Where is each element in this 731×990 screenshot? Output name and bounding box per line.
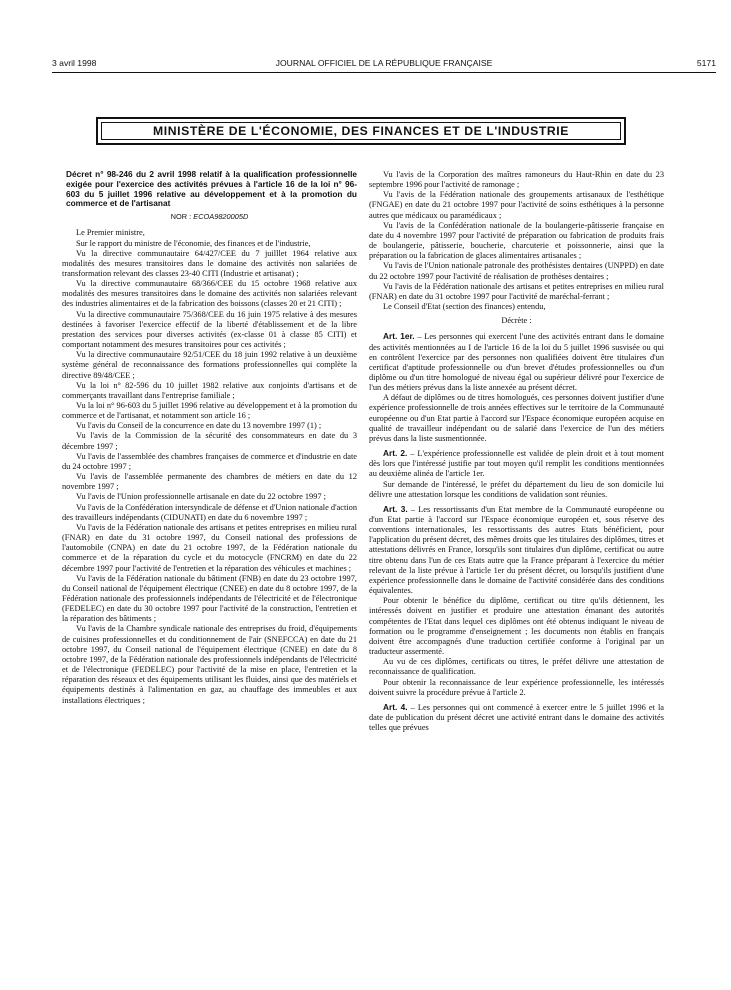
header-rule <box>52 72 716 73</box>
visa-paragraph: Vu l'avis du Conseil de la concurrence en date du 13 novembre 1997 (1) ; <box>76 421 322 431</box>
visa-paragraph: Vu l'avis de la Fédération nationale du bâtiment (FNB) en date du 23 octobre 1997, du Conseil national de l'équipement électrique (CNEE) en date du 8 octobre 1997, de la Fédération nationale des professionnels indépendants de l'électricité et de l'électronique (FEDELEC) en date du 30 octobre 1997 pour l'activité de la construction, l'entretien et la réparation des bâtiments ; <box>62 573 357 624</box>
article-paragraph <box>369 448 664 479</box>
right-column <box>369 170 664 733</box>
ministry-banner <box>96 117 626 145</box>
article-text: – L'expérience professionnelle est validée de plein droit et à tout moment dès lors que l'intéressé justifie par tout moyen qu'il remplit les conditions mentionnées au deuxième alinéa de l'article 1er. <box>369 449 664 479</box>
nor-code: ECOA9820005D <box>193 212 249 222</box>
visa-paragraph: Vu l'avis de la Fédération nationale des artisans et petites entreprises en milieu rural (FNAR) en date du 31 octobre 1997 pour l'activité de maréchal-ferrant ; <box>369 281 664 301</box>
visa-paragraph: Vu l'avis de la Confédération nationale de la boulangerie-pâtisserie française en date du 4 novembre 1997 pour l'activité de préparation ou fabrication de produits frais de boulangerie, pâtisserie, boucherie, charcuterie et poissonnerie, ainsi que la préparation ou la fabrication de glaces alimentaires artisanales ; <box>369 220 664 261</box>
article-paragraph <box>369 504 664 596</box>
visa-paragraph: Vu l'avis de l'Union professionnelle artisanale en date du 22 octobre 1997 ; <box>76 492 326 502</box>
decree-title: Décret n° 98-246 du 2 avril 1998 relatif à la qualification professionnelle exigée pour l'exercice des activités prévues à l'article 16 de la loi n° 96-603 du 5 juillet 1996 relative au développement et à la promotion du commerce et de l'artisanat <box>66 169 357 209</box>
article-label: Art. 2. <box>383 448 408 459</box>
article-paragraph <box>369 702 664 733</box>
left-column <box>62 170 357 706</box>
visa-paragraph: Vu la loi n° 82-596 du 10 juillet 1982 relative aux conjoints d'artisans et de commerçants travaillant dans l'entreprise familiale ; <box>62 380 357 400</box>
visa-paragraph: Vu l'avis de la Chambre syndicale nationale des entreprises du froid, d'équipements de cuisines professionnelles et du conditionnement de l'air (SNEFCCA) en date du 21 octobre 1997, du Conseil national de l'équipement électrique (CNEE) en date du 8 octobre 1997, de la Fédération nationale des professionnels indépendants de l'électricité et de l'électronique (FEDELEC) pour l'activité de la mise en place, l'entretien et la réparation des réseaux et des équipements utilisant les fluides, ainsi que des matériels et équipements destinés à l'alimentation en gaz, au chauffage des immeubles et aux installations électriques ; <box>62 624 357 705</box>
visa-paragraph: Vu l'avis de la Corporation des maîtres ramoneurs du Haut-Rhin en date du 23 septembre 1996 pour l'activité de ramonage ; <box>369 170 664 190</box>
visa-paragraph: Vu l'avis de l'Union nationale patronale des prothésistes dentaires (UNPPD) en date du 22 octobre 1997 pour l'activité de réalisation de prothèses dentaires ; <box>369 261 664 281</box>
left-visa-list <box>62 228 357 705</box>
article-paragraph: Pour obtenir la reconnaissance de leur expérience professionnelle, les intéressés doivent suivre la procédure prévue à l'article 2. <box>369 677 664 697</box>
visa-paragraph: Vu l'avis de l'assemblée des chambres françaises de commerce et d'industrie en date du 24 octobre 1997 ; <box>62 451 357 471</box>
visa-paragraph: Vu la directive communautaire 64/427/CEE du 7 juilllet 1964 relative aux modalités des mesures transitoires dans le domaine des activités non salariées de transformation relevant des classes 23-40 CITI (Industrie et artisanat) ; <box>62 248 357 278</box>
article-label: Art. 4. <box>383 701 408 712</box>
visa-paragraph: Vu la loi n° 96-603 du 5 juillet 1996 relative au développement et à la promotion du commerce et de l'artisanat, et notamment son article 16 ; <box>62 401 357 421</box>
visa-paragraph: Vu la directive communautaire 75/368/CEE du 16 juin 1975 relative à des mesures destinées à favoriser l'exercice effectif de la liberté d'établissement et de la libre prestation des services pour diverses activités (ex-classe 01 à classe 85 CITI) et comportant notamment des mesures transitoires pour ces activités ; <box>62 309 357 350</box>
article-text: – Les personnes qui ont commencé à exercer entre le 5 juillet 1996 et la date de publication du présent décret une activité entrant dans le domaine des activités telles que prévues <box>369 702 665 733</box>
journal-name: JOURNAL OFFICIEL DE LA RÉPUBLIQUE FRANÇAISE <box>275 58 493 68</box>
visa-paragraph: Le Conseil d'Etat (section des finances) entendu, <box>383 302 546 312</box>
visa-paragraph: Vu l'avis de la Commission de la sécurité des consommateurs en date du 3 décembre 1997 ; <box>62 431 357 451</box>
nor-reference <box>62 212 357 222</box>
article-paragraph: Sur demande de l'intéressé, le préfet du département du lieu de son domicile lui délivre une attestation lorsque les conditions de validation sont réunies. <box>369 479 664 499</box>
article-paragraph: Pour obtenir le bénéfice du diplôme, certificat ou titre qu'ils détiennent, les intéressés doivent en justifier et produire une attestation émanant des autorités compétentes de l'Etat dans lequel ces diplômes ont été obtenus indiquant le niveau de formation ou le programme d'enseignement ; les documents non établis en français doivent être accompagnés d'une traduction certifiée conforme à l'original par un traducteur assermenté. <box>369 596 664 657</box>
article-text: – Les personnes qui exercent l'une des activités entrant dans le domaine des activités mentionnées au I de l'article 16 de la loi du 5 juillet 1996 susvisée ou qui en contrôlent l'exercice par des personnes non qualifiées doivent être titulaires d'un certificat d'aptitude professionnelle ou d'un brevet d'études professionnelles ou d'un diplôme ou d'un titre homologué de niveau égal ou supérieur délivré pour l'exercice de l'un des métiers prévus dans la liste annexée au présent décret. <box>369 332 664 393</box>
article-paragraph: A défaut de diplômes ou de titres homologués, ces personnes doivent justifier d'une expérience professionnelle de trois années effectives sur le territoire de la Communauté européenne ou d'un Etat partie à l'accord sur l'Espace économique européen acquise en qualité de travailleur indépendant ou de salarié dans l'exercice de l'un des métiers prévus dans la liste susmentionnée. <box>369 393 664 443</box>
articles-list <box>369 331 664 733</box>
visa-paragraph: Vu l'avis de la Fédération nationale des artisans et petites entreprises en milieu rural (FNAR) en date du 31 octobre 1997, du Conseil national des professions de l'automobile (CNPA) en date du 21 octobre 1997, de la Fédération nationale du commerce et de la réparation du cycle et du motocycle (FNCRM) en date du 22 décembre 1997 pour l'activité de l'entretien et la réparation des véhicules et machines ; <box>62 522 357 573</box>
page-header <box>52 58 716 70</box>
article-label: Art. 1er. <box>383 331 415 342</box>
visa-paragraph: Le Premier ministre, <box>76 228 145 238</box>
visa-paragraph: Vu l'avis de la Fédération nationale des groupements artisanaux de l'esthétique (FNGAE) en date du 21 octobre 1997 pour l'activité de soins esthétiques à la personne autres que médicaux ou paramédicaux ; <box>369 190 664 220</box>
visa-paragraph: Vu la directive communautaire 68/366/CEE du 15 octobre 1968 relative aux modalités des mesures transitoires dans le domaine des activités non salariées relevant des industries alimentaires et de la fabrication des boissons (classes 20 et 21 CITI) ; <box>62 279 357 309</box>
ministry-title: MINISTÈRE DE L'ÉCONOMIE, DES FINANCES ET DE L'INDUSTRIE <box>101 122 621 140</box>
decrete-heading: Décrète : <box>501 316 532 326</box>
visa-paragraph: Vu l'avis de la Confédération intersyndicale de défense et d'Union nationale d'action des travailleurs indépendants (CIDUNATI) en date du 6 novembre 1997 ; <box>62 502 357 522</box>
nor-label: NOR : <box>170 212 192 222</box>
article-paragraph: Au vu de ces diplômes, certificats ou titres, le préfet délivre une attestation de reconnaissance de qualification. <box>369 657 664 677</box>
article-paragraph <box>369 331 664 393</box>
visa-paragraph: Vu la directive communautaire 92/51/CEE du 18 juin 1992 relative à un deuxième système général de reconnaissance des formations professionnelles qui complète la directive 89/48/CEE ; <box>62 350 357 380</box>
right-visa-list <box>369 170 664 312</box>
article-label: Art. 3. <box>383 503 408 514</box>
visa-paragraph: Vu l'avis de l'assemblée permanente des chambres de métiers en date du 12 novembre 1997 ; <box>62 472 357 492</box>
article-text: – Les ressortissants d'un Etat membre de la Communauté européenne ou d'un Etat partie à l'accord sur l'Espace économique européen et, sous réserve des conventions internationales, les ressortissants des autres Etats bénéficient, pour l'application du présent décret, des mêmes droits que les titulaires des diplômes, titres et attestations délivrés en France, lorsqu'ils sont titulaires d'un diplôme, certificat ou autre titre obtenu dans l'un de ces Etats autre que la France préparant à l'exercice du métier relevant de la liste prévue à l'article 1er du présent décret, ou lorsqu'ils justifient d'une expérience professionnelle dans le domaine de l'activité considérée dans des conditions équivalentes. <box>369 504 664 596</box>
page-number: 5171 <box>696 58 716 68</box>
issue-date: 3 avril 1998 <box>52 58 97 68</box>
visa-paragraph: Sur le rapport du ministre de l'économie, des finances et de l'industrie, <box>76 238 311 248</box>
